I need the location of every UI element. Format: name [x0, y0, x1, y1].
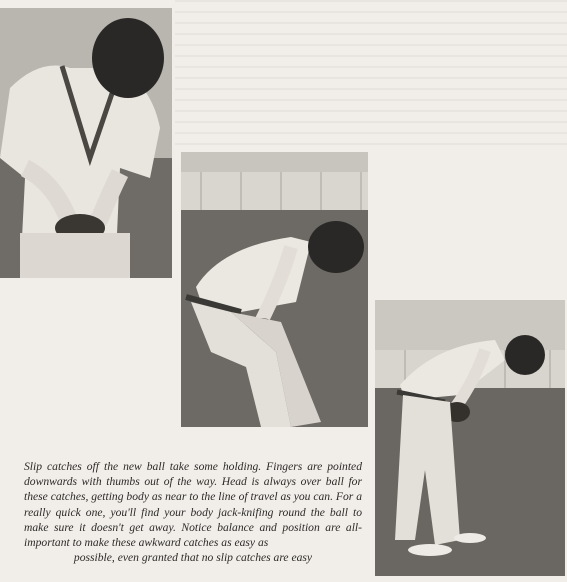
caption-line: possible, even granted that no slip catches are easy [73, 551, 313, 565]
caption-line: is always over ball for these catches, getting body as near [24, 475, 362, 504]
caption-line: you'll find your body jack-knifing round the ball to make [24, 505, 363, 534]
caption-line: all-important to make these awkward catches as easy as [24, 520, 363, 550]
caption-line: are pointed downwards with thumbs out of the way. Head [24, 460, 362, 489]
caption-line: sure it doesn't get away. Notice balance and position are [54, 520, 341, 534]
photo-slip-catch-crouch [181, 152, 368, 427]
photo-slip-catch-jackknife [375, 300, 565, 576]
reverse-page-bleed-through [175, 0, 567, 150]
photo-slip-catch-closeup [0, 8, 172, 278]
caption-line: Slip catches off the new ball take some holding. Fingers [24, 460, 303, 473]
caption-line: to the line of travel as you can. For a really quick one, [24, 490, 362, 519]
photo-caption [24, 459, 362, 565]
